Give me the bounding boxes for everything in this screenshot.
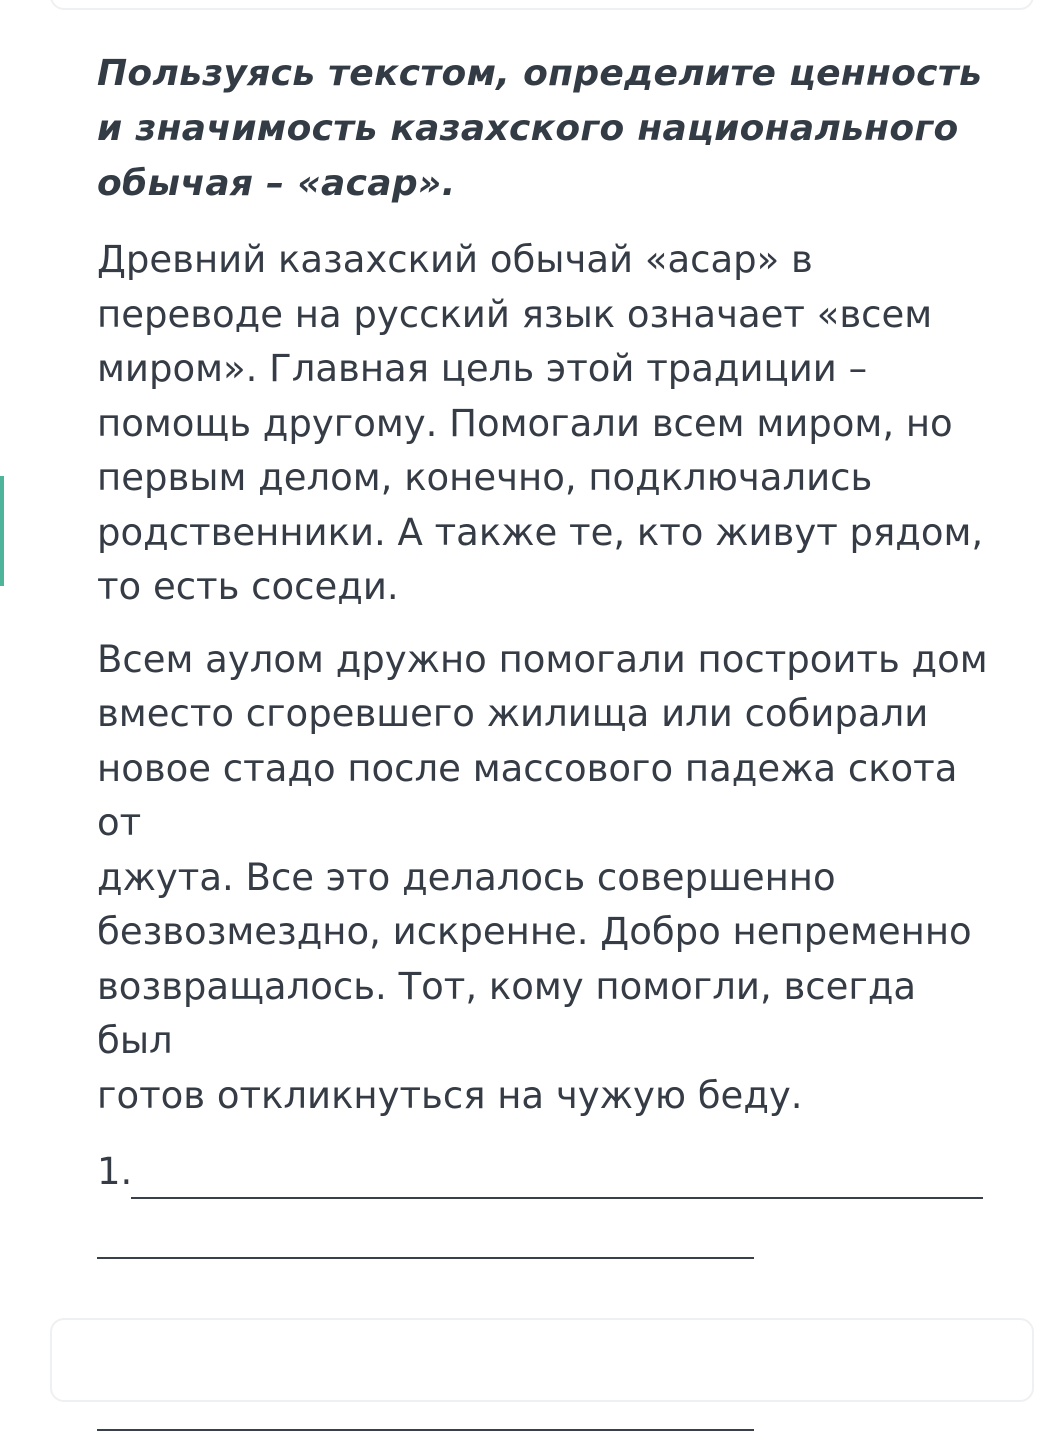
answer-number: 1. bbox=[97, 1150, 133, 1193]
paragraph-line: первым делом, конечно, подключались bbox=[97, 456, 873, 499]
paragraph-line: безвозмездно, искренне. Добро непременно bbox=[97, 910, 972, 953]
paragraph-line: возвращалось. Тот, кому помогли, всегда был bbox=[97, 964, 917, 1062]
paragraph-line: джута. Все это делалось совершенно bbox=[97, 855, 836, 899]
answer-continuation-line bbox=[97, 1427, 754, 1431]
answer-underline bbox=[131, 1197, 983, 1199]
paragraph-line: переводе на русский язык означает «всем bbox=[97, 292, 933, 336]
paragraph-line: вместо сгоревшего жилища или собирали bbox=[97, 692, 929, 735]
answer-continuation-line bbox=[97, 1255, 754, 1259]
paragraph-line: помощь другому. Помогали всем миром, но bbox=[97, 401, 953, 445]
question-line: и значимость казахского национального bbox=[97, 108, 959, 149]
text-paragraph-2 bbox=[97, 633, 997, 1124]
paragraph-line: родственники. А также те, кто живут рядом, bbox=[97, 510, 984, 554]
question-line: Пользуясь текстом, определите ценность bbox=[97, 53, 983, 94]
paragraph-line: миром». Главная цель этой традиции – bbox=[97, 347, 868, 390]
answer-blank-1 bbox=[97, 1145, 997, 1199]
paragraph-line: готов откликнуться на чужую беду. bbox=[97, 1073, 803, 1117]
paragraph-line: Древний казахский обычай «асар» в bbox=[97, 238, 813, 281]
question-heading bbox=[97, 46, 997, 211]
paragraph-line: Всем аулом дружно помогали построить дом bbox=[97, 637, 988, 681]
previous-card bbox=[50, 0, 1034, 10]
paragraph-line: новое стадо после массового падежа скота от bbox=[97, 746, 958, 844]
paragraph-line: то есть соседи. bbox=[97, 565, 399, 608]
selection-accent-bar bbox=[0, 476, 4, 586]
text-paragraph-1 bbox=[97, 233, 997, 615]
task-content bbox=[97, 46, 997, 1431]
question-line: обычая – «асар». bbox=[97, 163, 456, 204]
next-card bbox=[50, 1318, 1034, 1402]
